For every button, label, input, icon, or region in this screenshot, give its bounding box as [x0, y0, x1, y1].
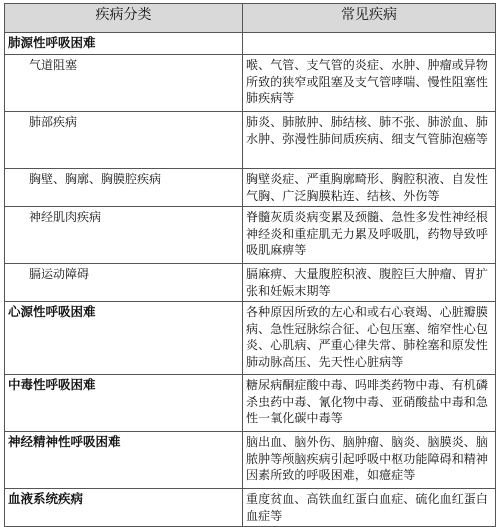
table-row: [5, 169, 496, 207]
diseases-cell: 喉、气管、支气管的炎症、水肿、肿瘤或异物所致的狭窄或阻塞及支气管哮喘、慢性阻塞性肺疾病等: [243, 55, 496, 112]
table-row: [5, 432, 496, 489]
diseases-cell: 胸壁炎症、严重胸廓畸形、胸腔积液、自发性气胸、广泛胸膜粘连、结核、外伤等: [243, 169, 496, 207]
category-cell: 中毒性呼吸困难: [5, 375, 243, 432]
category-cell: 血液系统疾病: [5, 489, 243, 527]
table-row: [5, 33, 496, 55]
table-row: [5, 55, 496, 112]
category-cell: 神经精神性呼吸困难: [5, 432, 243, 489]
table-row: [5, 302, 496, 375]
diseases-cell: [243, 33, 496, 55]
diseases-cell: 重度贫血、高铁血红蛋白血症、硫化血红蛋白血症等: [243, 489, 496, 527]
diseases-cell: 脑出血、脑外伤、脑肿瘤、脑炎、脑膜炎、脑脓肿等颅脑疾病引起呼吸中枢功能障碍和精神因素所致的呼吸困难，如癔症等: [243, 432, 496, 489]
header-disease-category: 疾病分类: [5, 4, 243, 33]
diseases-cell: 膈麻痹、大量腹腔积液、腹腔巨大肿瘤、胃扩张和妊娠末期等: [243, 264, 496, 302]
category-cell: 肺源性呼吸困难: [5, 33, 243, 55]
diseases-cell: 肺炎、肺脓肿、肺结核、肺不张、肺淤血、肺水肿、弥漫性肺间质疾病、细支气管肺泡癌等: [243, 112, 496, 169]
diseases-cell: 糖尿病酮症酸中毒、吗啡类药物中毒、有机磷杀虫药中毒、氰化物中毒、亚硝酸盐中毒和急性一氧化碳中毒等: [243, 375, 496, 432]
disease-classification-table: [4, 3, 496, 527]
table-row: [5, 375, 496, 432]
subcategory-cell: 肺部疾病: [5, 112, 243, 169]
diseases-cell: 各种原因所致的左心和或右心衰竭、心脏瓣膜病、急性冠脉综合征、心包压塞、缩窄性心包炎、心肌病、严重心律失常、肺栓塞和原发性肺动脉高压、先天性心脏病等: [243, 302, 496, 375]
table-row: [5, 112, 496, 169]
subcategory-cell: 膈运动障碍: [5, 264, 243, 302]
subcategory-cell: 胸壁、胸廓、胸膜腔疾病: [5, 169, 243, 207]
table-row: [5, 264, 496, 302]
table-row: [5, 207, 496, 264]
diseases-cell: 脊髓灰质炎病变累及颈髓、急性多发性神经根神经炎和重症肌无力累及呼吸肌，药物导致呼吸肌麻痹等: [243, 207, 496, 264]
category-cell: 心源性呼吸困难: [5, 302, 243, 375]
table-header-row: [5, 4, 496, 33]
subcategory-cell: 气道阻塞: [5, 55, 243, 112]
header-common-diseases: 常见疾病: [243, 4, 496, 33]
subcategory-cell: 神经肌肉疾病: [5, 207, 243, 264]
